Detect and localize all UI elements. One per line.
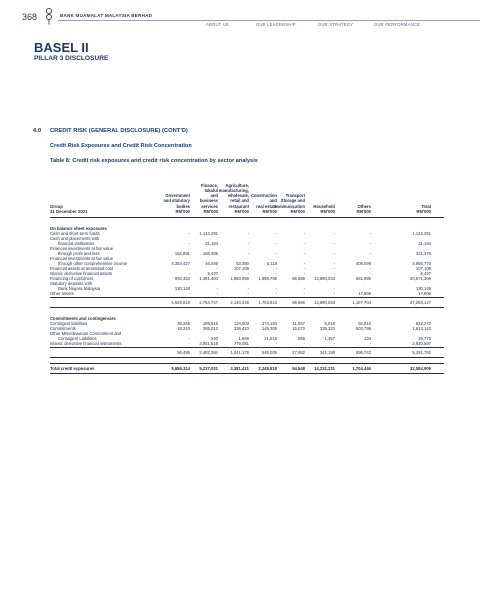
table-cell: 5,437 bbox=[420, 271, 431, 276]
table-section-label: On balance sheet exposures bbox=[50, 226, 107, 231]
table-cell: 149,305 bbox=[261, 326, 277, 331]
table-cell: - bbox=[369, 286, 371, 291]
table-row-label: Cash and short-term funds bbox=[50, 231, 100, 236]
table-cell: 342,198 bbox=[319, 350, 335, 355]
page-subtitle: PILLAR 3 DISCLOSURE bbox=[34, 55, 109, 62]
table-cell: - bbox=[247, 286, 249, 291]
table-row-label: Bank Negara Malaysia bbox=[58, 286, 101, 291]
table-cell: 408,099 bbox=[355, 261, 371, 266]
table-cell: 4,866,770 bbox=[412, 261, 431, 266]
table-cell: - bbox=[303, 241, 305, 246]
table-cell: 15,070 bbox=[292, 326, 305, 331]
table-row-label: financial institutions bbox=[58, 241, 95, 246]
table-cell: - bbox=[275, 266, 277, 271]
table-row-label: Financing of customers bbox=[50, 276, 94, 281]
table-cell: - bbox=[333, 231, 335, 236]
table-cell: 503,798 bbox=[355, 326, 371, 331]
table-cell: - bbox=[188, 341, 190, 346]
table-section-label: Total credit exposures bbox=[50, 366, 95, 371]
table-cell: - bbox=[303, 341, 305, 346]
table-cell: 545,005 bbox=[261, 350, 277, 355]
table-cell: 326,423 bbox=[233, 326, 249, 331]
table-cell: 92,810 bbox=[358, 321, 371, 326]
table-cell: - bbox=[303, 291, 305, 296]
table-row-label: Financial investments at fair value bbox=[50, 246, 114, 251]
table-cell: - bbox=[188, 291, 190, 296]
table-cell: 21,518 bbox=[264, 336, 277, 341]
table-cell: - bbox=[369, 341, 371, 346]
table-cell: 240 bbox=[211, 336, 218, 341]
page-header bbox=[0, 0, 480, 32]
table-cell: 822,270 bbox=[415, 321, 431, 326]
table-cell: - bbox=[369, 241, 371, 246]
column-header bbox=[371, 204, 431, 214]
column-header bbox=[311, 204, 371, 214]
table-cell: 1,107,704 bbox=[352, 300, 371, 305]
column-header-line: Transport bbox=[285, 193, 305, 199]
table-cell: 321,276 bbox=[415, 251, 431, 256]
header-rule-line bbox=[50, 217, 444, 218]
table-cell: 31,184 bbox=[205, 241, 218, 246]
table-cell: - bbox=[275, 291, 277, 296]
table-cell: - bbox=[369, 231, 371, 236]
table-cell: 13,890,033 bbox=[314, 300, 335, 305]
table-cell: 335,323 bbox=[319, 326, 335, 331]
table-cell: 17,606 bbox=[358, 291, 371, 296]
column-header-line: Others bbox=[357, 203, 371, 209]
table-cell: 3,381,421 bbox=[230, 366, 249, 371]
table-cell: - bbox=[333, 261, 335, 266]
table-cell: - bbox=[333, 291, 335, 296]
table-cell: 46,046 bbox=[205, 261, 218, 266]
table-cell: 134,003 bbox=[233, 321, 249, 326]
table-cell: 596,742 bbox=[355, 350, 371, 355]
table-cell: - bbox=[188, 336, 190, 341]
table-row-label: through profit and loss bbox=[58, 251, 100, 256]
table-cell: - bbox=[216, 291, 218, 296]
table-cell: 27,882 bbox=[292, 350, 305, 355]
table-cell: 25,773 bbox=[418, 336, 431, 341]
table-cell: 5,518 bbox=[324, 321, 335, 326]
table-cell: 18,210 bbox=[177, 326, 190, 331]
table-cell: 5,118 bbox=[266, 261, 277, 266]
table-row-label: Contingent Liabilities bbox=[58, 336, 97, 341]
column-header-line: bodies bbox=[176, 203, 190, 209]
column-header-line: Household bbox=[313, 203, 335, 209]
column-header-line: business bbox=[199, 198, 218, 204]
table-cell: - bbox=[216, 266, 218, 271]
bank-name: BANK MUAMALAT MALAYSIA BERHAD bbox=[60, 13, 153, 18]
table-cell: - bbox=[303, 231, 305, 236]
table-cell: 107,109 bbox=[233, 266, 249, 271]
page-number: 368 bbox=[22, 12, 38, 22]
section-number: 4.0 bbox=[33, 128, 42, 134]
column-header-line: RM'000 bbox=[262, 208, 277, 214]
table-cell: 1,357 bbox=[324, 336, 335, 341]
table-cell: 31,184 bbox=[418, 241, 431, 246]
nav-link-about-us[interactable]: ABOUT US bbox=[206, 22, 229, 27]
table-cell: 38,285 bbox=[177, 321, 190, 326]
table-cell: 5,629,819 bbox=[171, 300, 190, 305]
table-cell: - bbox=[247, 241, 249, 246]
column-header-line: restaurant bbox=[228, 203, 249, 209]
table-cell: - bbox=[188, 231, 190, 236]
nav-link-our-performance[interactable]: OUR PERFORMANCE bbox=[374, 22, 421, 27]
column-header-line: and bbox=[269, 198, 277, 204]
table-cell: - bbox=[369, 266, 371, 271]
table-cell: 374,183 bbox=[261, 321, 277, 326]
nav-link-our-strategy[interactable]: OUR STRATEGY bbox=[318, 22, 354, 27]
table-cell: 1,703,913 bbox=[258, 300, 277, 305]
table-cell: 14,232,231 bbox=[314, 366, 335, 371]
column-header-line: RM'000 bbox=[416, 208, 431, 214]
table-cell: 855 bbox=[298, 336, 305, 341]
table-cell: - bbox=[188, 241, 190, 246]
table-cell: - bbox=[303, 261, 305, 266]
table-cell: 1,241,176 bbox=[230, 350, 249, 355]
table-cell: 130,148 bbox=[174, 286, 190, 291]
column-header-line: manufacturing, bbox=[218, 188, 249, 193]
table-cell: 168,385 bbox=[202, 251, 218, 256]
group-header-line: 31 December 2021 bbox=[50, 208, 88, 214]
table-cell: 1,361,404 bbox=[199, 276, 218, 281]
table-cell: 2,830,597 bbox=[412, 341, 431, 346]
section-subheading: Credit Risk Exposures and Credit Risk Concentration bbox=[50, 143, 192, 149]
column-header-line: Total bbox=[421, 203, 431, 209]
table-row-label: Cash and placements with bbox=[50, 236, 100, 241]
table-row-label: Statutory deposits with bbox=[50, 281, 93, 286]
table-cell: 1,142,291 bbox=[412, 231, 431, 236]
column-header-line: and statutory bbox=[163, 198, 190, 204]
column-header-line: Agriculture, bbox=[225, 182, 249, 188]
table-cell: 53,080 bbox=[236, 261, 249, 266]
nav-link-our-leadership[interactable]: OUR LEADERSHIP bbox=[256, 22, 296, 27]
table-cell: 1,669 bbox=[238, 336, 249, 341]
table-row-label: Other assets bbox=[50, 291, 74, 296]
table-cell: - bbox=[275, 341, 277, 346]
table-cell: 5,686,314 bbox=[171, 366, 190, 371]
column-header-line: wholesale, bbox=[227, 193, 249, 199]
column-header-line: RM'000 bbox=[320, 208, 335, 214]
table-cell: - bbox=[275, 286, 277, 291]
table-cell: 5,291,782 bbox=[412, 350, 431, 355]
column-header-line: and bbox=[210, 193, 218, 199]
table-cell: - bbox=[247, 251, 249, 256]
table-cell: - bbox=[303, 271, 305, 276]
table-cell: 17,606 bbox=[418, 291, 431, 296]
table-cell: - bbox=[216, 286, 218, 291]
column-header-line: services bbox=[201, 203, 218, 209]
table-cell: 32,584,909 bbox=[410, 366, 431, 371]
column-header-line: Storage and bbox=[280, 198, 305, 204]
table-cell: 107,109 bbox=[415, 266, 431, 271]
table-row-label: Commitments bbox=[50, 326, 76, 331]
column-header-line: RM'000 bbox=[203, 208, 218, 214]
bank-logo-icon bbox=[44, 7, 54, 25]
column-header-line: Construction bbox=[250, 193, 277, 199]
table-cell: 20,671,306 bbox=[410, 276, 431, 281]
page-title: BASEL II bbox=[34, 40, 89, 55]
column-header-line: Finance, bbox=[201, 182, 218, 188]
table-cell: 94,548 bbox=[292, 366, 305, 371]
table-cell: 992,353 bbox=[174, 276, 190, 281]
table-cell: - bbox=[275, 251, 277, 256]
table-cell: - bbox=[333, 341, 335, 346]
table-cell: - bbox=[333, 266, 335, 271]
table-cell: - bbox=[369, 271, 371, 276]
table-cell: - bbox=[369, 251, 371, 256]
table-row-label: Islamic derivative financial assets bbox=[50, 271, 112, 276]
table-cell: 4,354,427 bbox=[171, 261, 190, 266]
section-title: CREDIT RISK (GENERAL DISCLOSURE) (CONT'D) bbox=[50, 128, 188, 134]
table-cell: - bbox=[333, 286, 335, 291]
column-header-line: RM'000 bbox=[356, 208, 371, 214]
table-cell: 5,237,031 bbox=[199, 366, 218, 371]
table-cell: - bbox=[275, 271, 277, 276]
table-cell: 265,013 bbox=[202, 326, 218, 331]
table-cell: - bbox=[303, 251, 305, 256]
table-cell: 66,666 bbox=[292, 276, 305, 281]
table-cell: 1,142,291 bbox=[199, 231, 218, 236]
column-header-line: RM'000 bbox=[290, 208, 305, 214]
column-header-line: RM'000 bbox=[234, 208, 249, 214]
table-cell: 152,891 bbox=[174, 251, 190, 256]
table-cell: 1,980,056 bbox=[230, 276, 249, 281]
column-header-line: retail and bbox=[230, 198, 249, 204]
table-cell: 134 bbox=[364, 336, 371, 341]
table-cell: - bbox=[333, 241, 335, 246]
table-row-label: Contingent liabilities bbox=[50, 321, 88, 326]
table-cell: - bbox=[247, 291, 249, 296]
table-cell: 1,698,795 bbox=[258, 276, 277, 281]
grand-total-rule-top bbox=[50, 363, 444, 364]
subtotal-rule bbox=[50, 297, 444, 298]
table-cell: 1,704,446 bbox=[352, 366, 371, 371]
table-cell: 27,293,127 bbox=[410, 300, 431, 305]
table-cell: 2,140,245 bbox=[230, 300, 249, 305]
table-row-label: Financial assets at amortised cost bbox=[50, 266, 114, 271]
column-header-line: Communication bbox=[273, 203, 305, 209]
column-header-line: Government bbox=[165, 193, 190, 199]
table-cell: 66,666 bbox=[292, 300, 305, 305]
table-row-label: Other Miscellaneous Commitment and bbox=[50, 331, 122, 336]
table-cell: - bbox=[333, 271, 335, 276]
table-cell: 1,613,142 bbox=[412, 326, 431, 331]
table-cell: 130,148 bbox=[415, 286, 431, 291]
table-row-label: Financial investments at fair value bbox=[50, 256, 114, 261]
table-cell: - bbox=[247, 271, 249, 276]
table-cell: 13,890,033 bbox=[314, 276, 335, 281]
table-cell: - bbox=[275, 231, 277, 236]
table-cell: 2,051,516 bbox=[199, 341, 218, 346]
table-title: Table 8: Credit risk exposures and credit risk concentration by sector analysis bbox=[50, 158, 258, 164]
table-section-label: Commitments and contingencies bbox=[50, 316, 116, 321]
table-cell: - bbox=[188, 266, 190, 271]
table-cell: 779,081 bbox=[233, 341, 249, 346]
table-cell: 11,957 bbox=[292, 321, 305, 326]
table-cell: - bbox=[303, 286, 305, 291]
column-header-line: real estate bbox=[256, 203, 277, 209]
table-cell: - bbox=[333, 251, 335, 256]
table-cell: - bbox=[275, 241, 277, 246]
table-cell: - bbox=[303, 266, 305, 271]
subtotal-rule bbox=[50, 347, 444, 348]
column-header-line: takaful bbox=[204, 188, 218, 193]
column-header-line: RM'000 bbox=[175, 208, 190, 214]
subtotal-rule bbox=[50, 357, 444, 358]
group-header-line: Group bbox=[50, 203, 63, 209]
table-cell: 681,999 bbox=[355, 276, 371, 281]
table-cell: 5,437 bbox=[207, 271, 218, 276]
header-rule bbox=[58, 20, 480, 21]
table-cell: 56,495 bbox=[177, 350, 190, 355]
subtotal-rule bbox=[50, 307, 444, 308]
table-cell: 2,482,284 bbox=[199, 350, 218, 355]
table-row-label: through other comprehensive income bbox=[58, 261, 128, 266]
table-cell: - bbox=[247, 231, 249, 236]
table-cell: 165,515 bbox=[202, 321, 218, 326]
table-cell: 2,754,747 bbox=[199, 300, 218, 305]
table-group-header bbox=[50, 204, 88, 214]
table-cell: 2,248,918 bbox=[258, 366, 277, 371]
grand-total-rule-bottom bbox=[50, 373, 444, 374]
table-cell: - bbox=[188, 271, 190, 276]
table-row-label: Islamic derivative financial instruments bbox=[50, 341, 122, 346]
